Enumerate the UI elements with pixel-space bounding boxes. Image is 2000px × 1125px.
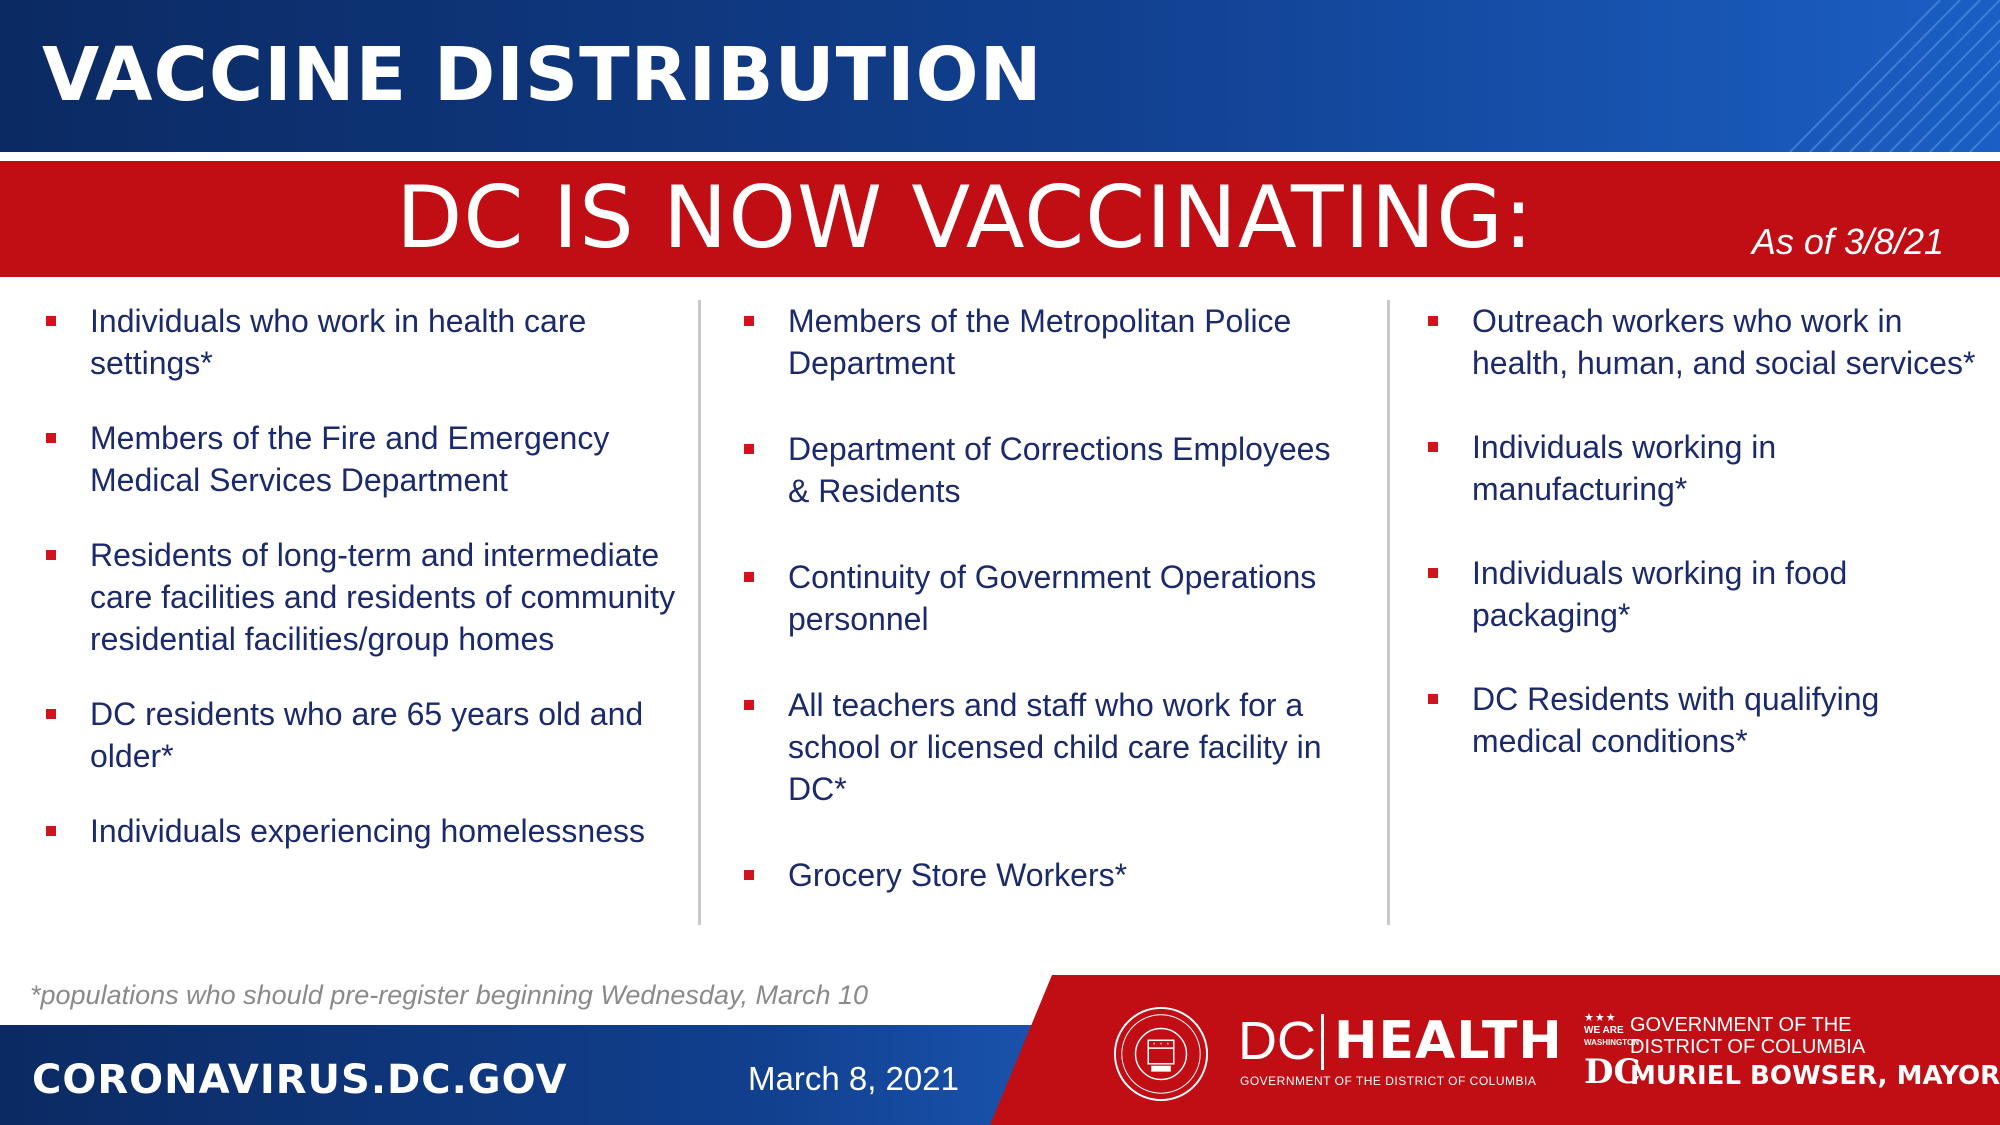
bullet-icon <box>744 444 754 454</box>
banner <box>0 161 2000 277</box>
logo-divider <box>1321 1014 1324 1070</box>
decorative-stripes <box>1670 0 2000 152</box>
bullet-icon <box>46 550 56 560</box>
list-item <box>40 810 680 852</box>
eligibility-list <box>738 300 1358 896</box>
eligibility-column-3 <box>1422 300 1982 762</box>
dc-health-logo-health: HEALTH <box>1334 1011 1563 1071</box>
dc-health-logo-subtitle: GOVERNMENT OF THE DISTRICT OF COLUMBIA <box>1240 1074 1537 1088</box>
bullet-icon <box>744 572 754 582</box>
hsema-seal-icon <box>1112 1005 1210 1103</box>
website-link[interactable]: CORONAVIRUS.DC.GOV <box>32 1057 568 1103</box>
government-line-2: DISTRICT OF COLUMBIA <box>1630 1036 1866 1058</box>
list-item <box>738 854 1358 896</box>
page-title: VACCINE DISTRIBUTION <box>42 32 1043 118</box>
banner-title: DC IS NOW VACCINATING: <box>396 168 1534 268</box>
publish-date: March 8, 2021 <box>748 1060 959 1097</box>
list-item <box>40 534 680 660</box>
list-item-text: Members of the Metropolitan Police Department <box>788 303 1292 381</box>
dc-government-logo <box>1584 1012 2000 1102</box>
bullet-icon <box>1428 568 1438 578</box>
list-item-text: Residents of long-term and intermediate care facilities and residents of community residential facilities/group homes <box>90 537 676 657</box>
washington-text: WASHINGTON <box>1584 1038 1639 1047</box>
we-are-text: WE ARE <box>1584 1025 1624 1036</box>
bullet-icon <box>46 826 56 836</box>
list-item <box>40 417 680 501</box>
eligibility-column-1 <box>40 300 680 852</box>
eligibility-list <box>1422 300 1982 762</box>
mayor-name: MURIEL BOWSER, MAYOR <box>1630 1061 2000 1091</box>
dc-flag-icon: ★★★ WE ARE WASHINGTON <box>1584 1012 1639 1047</box>
list-item-text: Grocery Store Workers* <box>788 857 1128 893</box>
bullet-icon <box>744 700 754 710</box>
list-item <box>738 428 1358 512</box>
list-item-text: Continuity of Government Operations personnel <box>788 559 1317 637</box>
header-separator <box>0 152 2000 161</box>
bullet-icon <box>744 870 754 880</box>
list-item <box>1422 678 1982 762</box>
list-item-text: Individuals working in food packaging* <box>1472 555 1848 633</box>
bullet-icon <box>46 316 56 326</box>
list-item-text: Individuals who work in health care settings* <box>90 303 587 381</box>
list-item <box>738 300 1358 384</box>
dc-health-logo-dc: DC <box>1238 1011 1316 1071</box>
list-item-text: DC Residents with qualifying medical conditions* <box>1472 681 1880 759</box>
list-item <box>40 693 680 777</box>
list-item <box>738 684 1358 810</box>
eligibility-column-2 <box>738 300 1358 896</box>
list-item <box>738 556 1358 640</box>
list-item-text: Individuals working in manufacturing* <box>1472 429 1777 507</box>
dc-mark: DC <box>1584 1052 1641 1092</box>
list-item <box>1422 426 1982 510</box>
footnote: *populations who should pre-register beginning Wednesday, March 10 <box>30 980 869 1010</box>
bullet-icon <box>744 316 754 326</box>
as-of-date: As of 3/8/21 <box>1751 221 1944 262</box>
column-divider <box>698 300 701 925</box>
list-item <box>1422 300 1982 384</box>
bullet-icon <box>1428 694 1438 704</box>
list-item <box>40 300 680 384</box>
top-header <box>0 0 2000 152</box>
column-divider <box>1387 300 1390 925</box>
list-item-text: All teachers and staff who work for a school or licensed child care facility in DC* <box>788 687 1322 807</box>
bullet-icon <box>1428 316 1438 326</box>
dc-health-logo <box>1238 1010 1563 1090</box>
list-item <box>1422 552 1982 636</box>
eligibility-list <box>40 300 680 852</box>
list-item-text: Individuals experiencing homelessness <box>90 813 645 849</box>
list-item-text: Department of Corrections Employees & Residents <box>788 431 1331 509</box>
list-item-text: Outreach workers who work in health, human, and social services* <box>1472 303 1976 381</box>
list-item-text: Members of the Fire and Emergency Medical Services Department <box>90 420 610 498</box>
government-line-1: GOVERNMENT OF THE <box>1630 1014 1852 1036</box>
bullet-icon <box>46 709 56 719</box>
list-item-text: DC residents who are 65 years old and older* <box>90 696 644 774</box>
bullet-icon <box>1428 442 1438 452</box>
bullet-icon <box>46 433 56 443</box>
